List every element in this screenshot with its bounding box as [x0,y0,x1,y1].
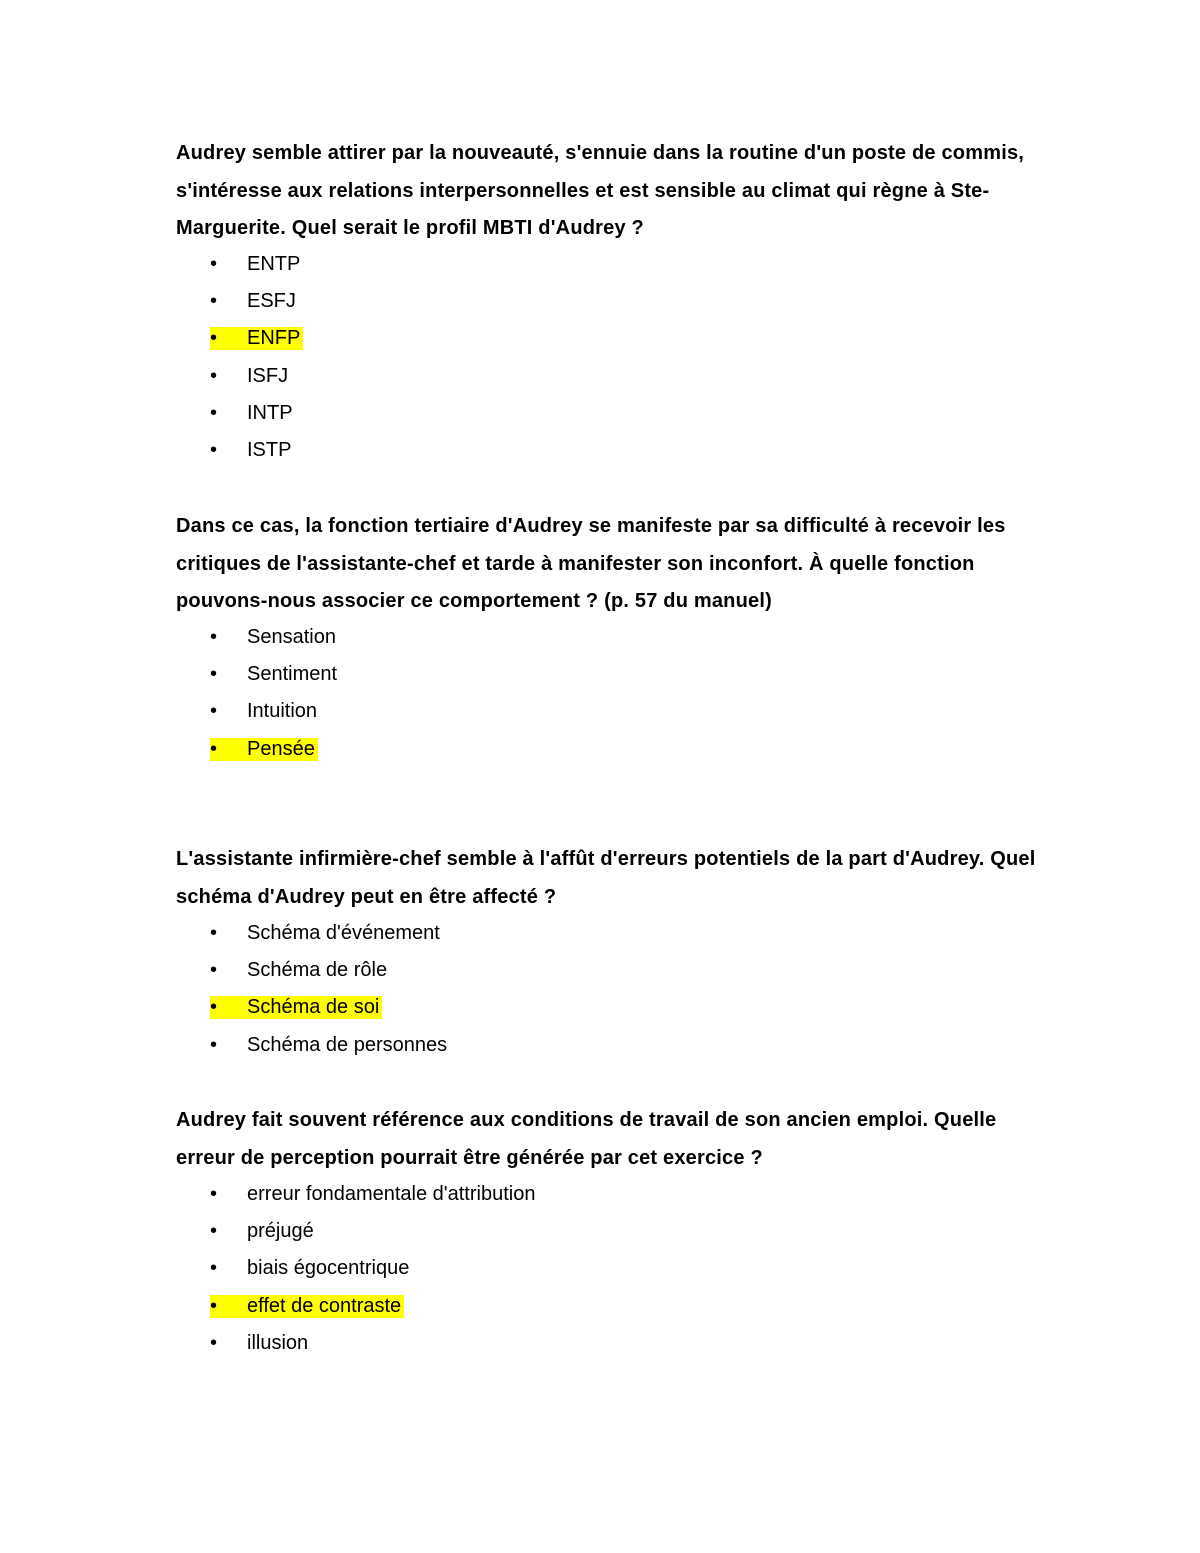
question-2-options [210,619,340,768]
highlighted-answer-option: • ENFP [210,320,303,357]
question-2-text: Dans ce cas, la fonction tertiaire d'Audrey se manifeste par sa difficulté à recevoir les critiques de l'assistante-chef et tarde à manifester son inconfort. À quelle fonction pouvons-nous associer ce comportement ? (p. 57 du manuel) [176,515,1006,612]
highlighted-answer-option: • Schéma de soi [210,989,450,1026]
option: • INTP [210,401,293,424]
bullet-icon: • [210,1257,218,1280]
bullet-icon: • [210,996,218,1019]
bullet-icon: • [210,364,218,387]
question-3-options [210,915,450,1064]
question-4-options [210,1176,538,1362]
option: • erreur fondamentale d'attribution [210,1183,536,1205]
option: • Schéma de personnes [210,1033,448,1056]
option: • Schéma de rôle [210,959,388,982]
bullet-icon: • [210,737,218,760]
highlighted-answer-option: • Pensée [210,731,340,768]
bullet-icon: • [210,290,218,313]
option: • Intuition [210,700,318,723]
option: • Sentiment [210,663,338,686]
bullet-icon: • [210,626,218,648]
bullet-icon: • [210,959,218,982]
bullet-icon: • [210,253,218,275]
bullet-icon: • [210,1033,218,1056]
option: • biais égocentrique [210,1257,410,1280]
option: • ESFJ [210,290,296,313]
option: • Schéma d'événement [210,922,440,944]
bullet-icon: • [210,700,218,723]
bullet-icon: • [210,1331,218,1354]
bullet-icon: • [210,401,218,424]
option: • ISFJ [210,364,289,387]
bullet-icon: • [210,922,218,944]
bullet-icon: • [210,327,218,350]
bullet-icon: • [210,438,218,461]
bullet-icon: • [210,1220,218,1243]
bullet-icon: • [210,1183,218,1205]
option: • illusion [210,1331,309,1354]
question-1-options [210,246,303,469]
bullet-icon: • [210,663,218,686]
bullet-icon: • [210,1294,218,1317]
option: • ENTP [210,253,301,275]
question-3-text: L'assistante infirmière-chef semble à l'affût d'erreurs potentiels de la part d'Audrey. Quel schéma d'Audrey peut en être affecté ? [176,848,1036,908]
option: • Sensation [210,626,336,648]
highlighted-answer-option: • effet de contraste [210,1288,538,1325]
question-4-text: Audrey fait souvent référence aux conditions de travail de son ancien emploi. Quelle erreur de perception pourrait être générée par cet exercice ? [176,1109,997,1169]
question-1-text: Audrey semble attirer par la nouveauté, s'ennuie dans la routine d'un poste de commis, s'intéresse aux relations interpersonnelles et est sensible au climat qui règne à Ste-Marguerite. Quel serait le profil MBTI d'Audrey ? [176,142,1025,239]
option: • préjugé [210,1220,314,1243]
option: • ISTP [210,438,292,461]
